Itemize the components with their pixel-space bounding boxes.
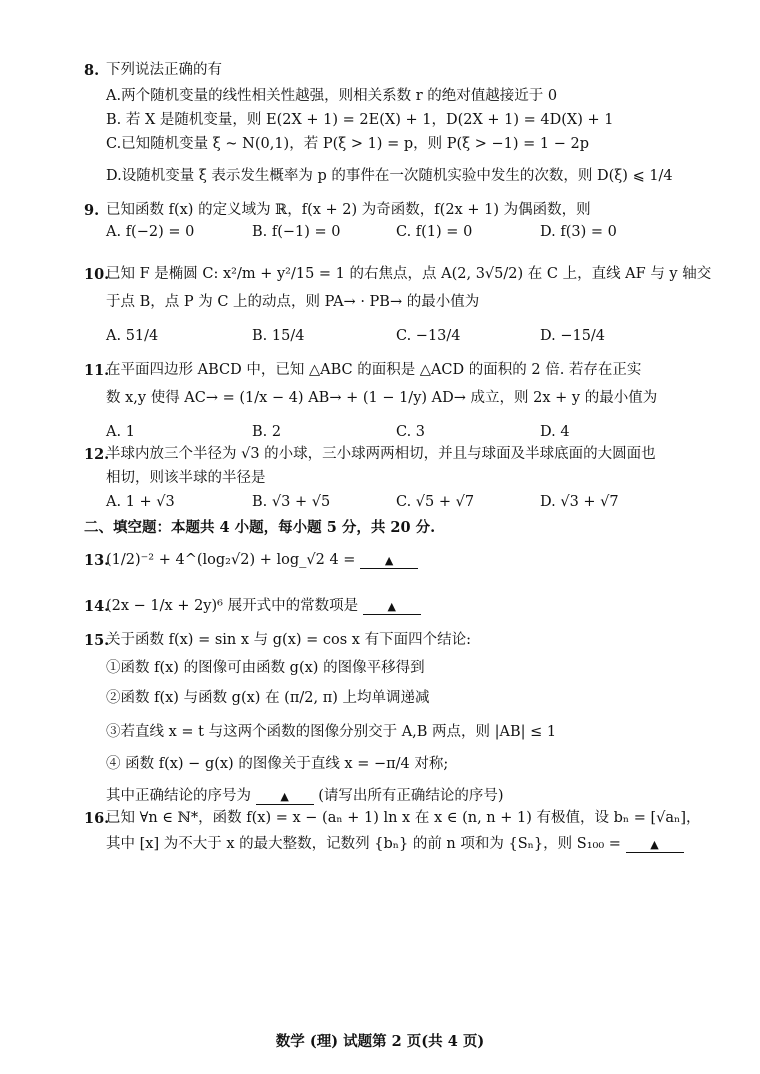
- question-line-1: 已知 ∀n ∈ ℕ*，函数 f(x) = x − (aₙ + 1) ln x 在 x ∈ (n, n + 1) 有极值，设 bₙ = [√aₙ]，: [106, 810, 701, 826]
- answer-blank[interactable]: ▲: [363, 600, 421, 615]
- option-d: D. √3 + √7: [540, 494, 619, 510]
- question-number: 13.: [84, 552, 110, 569]
- option-c: C. −13/4: [396, 328, 461, 344]
- option-a: A. f(−2) = 0: [106, 224, 195, 240]
- option-c: C.已知随机变量 ξ ~ N(0,1)，若 P(ξ > 1) = p，则 P(ξ > −1) = 1 − 2p: [106, 136, 589, 152]
- question-line-2: 数 x,y 使得 AC→ = (1/x − 4) AB→ + (1 − 1/y) AD→ 成立，则 2x + y 的最小值为: [106, 390, 658, 406]
- option-a: A. 1: [106, 424, 135, 440]
- line-text: 其中 [x] 为不大于 x 的最大整数，记数列 {bₙ} 的前 n 项和为 {Sₙ}，则 S₁₀₀ =: [106, 836, 621, 852]
- option-d: D.设随机变量 ξ 表示发生概率为 p 的事件在一次随机实验中发生的次数，则 D(ξ) ⩽ 1/4: [106, 168, 673, 184]
- question-line-1: 在平面四边形 ABCD 中，已知 △ABC 的面积是 △ACD 的面积的 2 倍. 若存在正实: [106, 362, 642, 378]
- question-expression: [106, 550, 418, 570]
- question-number: 14.: [84, 598, 110, 615]
- option-d: D. 4: [540, 424, 570, 440]
- answer-blank[interactable]: ▲: [360, 554, 418, 569]
- question-stem: 已知函数 f(x) 的定义域为 ℝ，f(x + 2) 为奇函数，f(2x + 1) 为偶函数，则: [106, 202, 591, 218]
- question-stem: 关于函数 f(x) = sin x 与 g(x) = cos x 有下面四个结论:: [106, 632, 471, 648]
- option-d: D. −15/4: [540, 328, 606, 344]
- statement-2: ②函数 f(x) 与函数 g(x) 在 (π/2, π) 上均单调递减: [106, 690, 430, 706]
- option-c: C. f(1) = 0: [396, 224, 473, 240]
- question-number: 12.: [84, 446, 110, 463]
- option-b: B. 15/4: [252, 328, 305, 344]
- question-number: 16.: [84, 810, 110, 827]
- question-number: 11.: [84, 362, 110, 379]
- question-line-2: 相切，则该半球的半径是: [106, 470, 266, 486]
- question-number: 15.: [84, 632, 110, 649]
- option-d: D. f(3) = 0: [540, 224, 617, 240]
- question-number: 9.: [84, 202, 100, 219]
- option-c: C. √5 + √7: [396, 494, 475, 510]
- tail-suffix: (请写出所有正确结论的序号): [318, 788, 504, 804]
- option-b: B. 若 X 是随机变量，则 E(2X + 1) = 2E(X) + 1，D(2X + 1) = 4D(X) + 1: [106, 112, 614, 128]
- option-a: A. 51/4: [106, 328, 159, 344]
- section-heading: 二、填空题：本题共 4 小题，每小题 5 分，共 20 分.: [84, 519, 436, 536]
- question-expression: [106, 596, 421, 616]
- question-stem: 下列说法正确的有: [106, 62, 222, 78]
- option-b: B. 2: [252, 424, 282, 440]
- question-number: 8.: [84, 62, 100, 79]
- option-c: C. 3: [396, 424, 426, 440]
- statement-1: ①函数 f(x) 的图像可由函数 g(x) 的图像平移得到: [106, 660, 425, 676]
- question-line-1: 半球内放三个半径为 √3 的小球，三小球两两相切，并且与球面及半球底面的大圆面也: [106, 446, 656, 462]
- expression-text: (2x − 1/x + 2y)⁶ 展开式中的常数项是: [106, 598, 359, 614]
- page-footer: 数学 (理) 试题第 2 页(共 4 页): [275, 1033, 485, 1050]
- tail-prefix: 其中正确结论的序号为: [106, 788, 251, 804]
- statement-4: ④ 函数 f(x) − g(x) 的图像关于直线 x = −π/4 对称;: [106, 756, 449, 772]
- answer-blank[interactable]: ▲: [256, 790, 314, 805]
- option-a: A.两个随机变量的线性相关性越强，则相关系数 r 的绝对值越接近于 0: [106, 88, 558, 104]
- question-line-2: 于点 B，点 P 为 C 上的动点，则 PA→ · PB→ 的最小值为: [106, 294, 480, 310]
- question-number: 10.: [84, 266, 110, 283]
- answer-blank[interactable]: ▲: [626, 838, 684, 853]
- statement-3: ③若直线 x = t 与这两个函数的图像分别交于 A,B 两点，则 |AB| ≤ 1: [106, 724, 557, 740]
- option-b: B. √3 + √5: [252, 494, 331, 510]
- question-line-2: [106, 834, 684, 854]
- question-line-1: 已知 F 是椭圆 C: x²/m + y²/15 = 1 的右焦点，点 A(2, 3√5/2) 在 C 上，直线 AF 与 y 轴交: [106, 266, 712, 282]
- question-tail: [106, 786, 504, 806]
- option-b: B. f(−1) = 0: [252, 224, 341, 240]
- expression-text: (1/2)⁻² + 4^(log₂√2) + log_√2 4 =: [106, 552, 356, 568]
- option-a: A. 1 + √3: [106, 494, 175, 510]
